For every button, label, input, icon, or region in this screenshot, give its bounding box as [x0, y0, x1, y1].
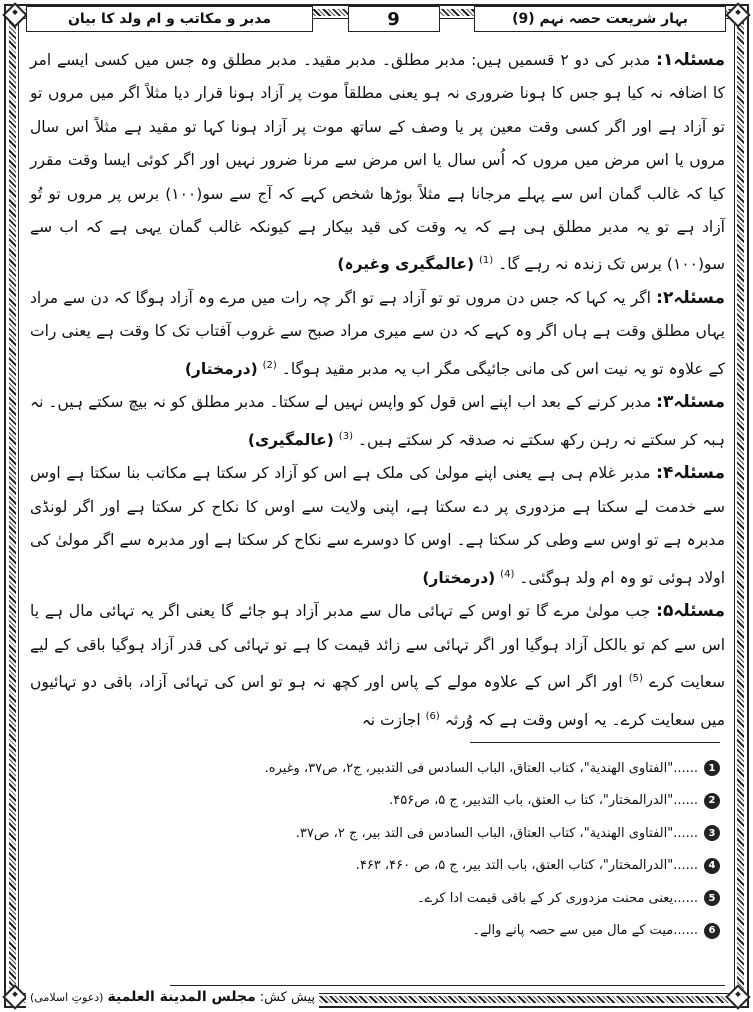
footnote-item — [30, 752, 720, 785]
footnote-marker[interactable]: (2) — [262, 359, 277, 371]
footnote-item — [30, 850, 720, 883]
masala-1 — [30, 44, 725, 282]
masala-label: مسئلہ۳: — [656, 392, 725, 413]
masala-text: مدبر کی دو ۲ قسمیں ہیں: مدبر مطلق۔ مدبر مقید۔ مدبر مطلق وہ جس میں کسی ایسے امر کا اضافہ نہ کیا ہو جس کا ہونا ضروری نہ ہو یعنی مطلقاً موت پر آزاد ہونا قرار دیا مثلاً اگر میں مروں تو تو آزاد ہے اور اگر کسی وقت معین پر یا وصف کے ساتھ موت پر آزاد ہونا کہا تو مقید ہے مثلاً اس سال مروں یا اس مرض میں مروں کہ اُس سال یا اس مرض سے مرنا ضرور نہیں اور اگر کوئی ایسا وقت مقرر کیا کہ غالب گمان اس سے پہلے مرجانا ہے مثلاً بوڑھا شخص کہے کہ آج سے سو(۱۰۰) برس پر مروں تو تُو آزاد ہے تو یہ مدبر مطلق ہی ہے کہ یہ وقت کی قید بیکار ہے کیونکہ غالب گمان یہی ہے کہ اب سے سو(۱۰۰) برس تک زندہ نہ رہے گا۔ — [30, 51, 725, 274]
footnote-item — [30, 817, 720, 850]
footnote-marker[interactable]: (4) — [500, 568, 515, 580]
footnote-number: 4 — [704, 858, 720, 874]
footnote-number: 2 — [704, 793, 720, 809]
footnote-marker[interactable]: (1) — [479, 255, 494, 267]
masala-label: مسئلہ۴: — [656, 463, 725, 484]
footnote-text: ......یعنی محنت مزدوری کر کے باقی قیمت ادا کرے۔ — [416, 890, 698, 906]
footnote-divider — [470, 742, 720, 743]
book-title: بہار شریعت حصہ نہم (9) — [474, 6, 726, 32]
masala-text: مدبر کرنے کے بعد اب اپنے اس قول کو واپس نہیں لے سکتا۔ مدبر مطلق کو نہ بیچ سکتے ہیں۔ نہ ہبہ کر سکتے نہ رہن رکھ سکتے نہ صدقہ کر سکتے ہیں۔ — [30, 393, 725, 449]
masala-label: مسئلہ۱: — [656, 50, 725, 70]
footnote-number: 3 — [704, 825, 720, 841]
masala-4 — [30, 457, 725, 595]
page-header — [26, 5, 726, 33]
masala-text: اگر یہ کہا کہ جس دن مروں تو تو آزاد ہے تو اگر چہ رات میں مرے وہ آزاد ہوگا کہ دن سے مراد یہاں مطلق وقت ہے ہاں اگر وہ کہے کہ دن سے میری مراد صبح سے غروب آفتاب تک کا وقت ہے یعنی رات کے علاوہ تو یہ نیت اس کی مانی جائیگی مگر اب یہ مدبر مقید ہوگا۔ — [30, 289, 725, 378]
masala-text: جب مولیٰ مرے گا تو اوس کے تہائی مال سے مدبر آزاد ہو جائے گا یعنی اگر یہ تہائی مال ہے یا اس سے کم تو بالکل آزاد ہوگیا اور اگر تہائی سے زائد قیمت کا ہے تو تہائی کی قدر آزاد ہوگیا باقی کے لیے سعایت کرے — [30, 602, 726, 692]
publisher-name: مجلس المدينة العلمية — [107, 989, 256, 1005]
main-text — [30, 44, 725, 737]
footnote-item — [30, 785, 720, 818]
masala-text: اجازت نہ — [361, 710, 421, 729]
footer-prefix: پیش کش: — [259, 989, 316, 1005]
footnote-text: ......"الدرالمختار"، كتا ب العتق، باب التدبير، ج ۵، ص۴۵۶. — [389, 793, 698, 809]
page-number: 9 — [348, 6, 440, 32]
footnote-text: ......"الفتاوی الهندية"، كتاب العتاق، الباب السادس فی التدبير، ج۲، ص۳۷، وغيره. — [264, 760, 698, 776]
source-reference: (عالمگیری) — [247, 430, 334, 449]
chapter-title: مدبر و مکاتب و ام ولد کا بیان — [26, 6, 313, 32]
footnote-text: ......"الدرالمختار"، كتاب العتق، باب التد بير، ج ۵، ص ۴۶۰، ۴۶۳. — [355, 858, 698, 874]
footnote-number: 5 — [704, 890, 720, 906]
publisher-note: (دعوتِ اسلامی) — [30, 990, 104, 1004]
source-reference: (عالمگیری وغیرہ) — [337, 255, 475, 274]
footnote-text: ......"الفتاوی الهندية"، كتاب العتاق، الباب السادس فی التد بير، ج ۲، ص۳۷. — [295, 825, 698, 841]
footnote-number: 1 — [704, 760, 720, 776]
footnote-number: 6 — [704, 923, 720, 939]
masala-text: مدبر غلام ہی ہے یعنی اپنے مولیٰ کی ملک ہے اس کو آزاد کر سکتا ہے مکاتب بنا سکتا ہے اوس سے خدمت لے سکتا ہے مزدوری پر دے سکتا ہے، اپنی ولایت سے اوس کا نکاح کر سکتا ہے اور اگر لونڈی مدبرہ ہے تو اوس سے وطی کر سکتا ہے۔ اوس کا دوسرے سے نکاح کر سکتا ہے اور مدبرہ سے اگر مولیٰ کی اولاد ہوئی تو وہ ام ولد ہوگئی۔ — [30, 464, 725, 587]
masala-text: اور اگر اس کے علاوہ مولے کے پاس اور کچھ نہ ہو تو اس کی تہائی آزاد، باقی دو تہائیوں میں سعایت کرے۔ یہ اوس وقت ہے کہ وُرثہ — [30, 673, 725, 729]
masala-5 — [30, 595, 725, 737]
footnote-marker[interactable]: (3) — [338, 430, 353, 442]
page-footer — [26, 986, 319, 1008]
masala-label: مسئلہ۲: — [656, 288, 725, 308]
footnote-marker[interactable]: (5) — [628, 672, 643, 684]
masala-2 — [30, 282, 725, 386]
footnote-text: ......میت کے مال میں سے حصہ پانے والے۔ — [472, 923, 698, 939]
source-reference: (درمختار) — [184, 359, 258, 378]
source-reference: (درمختار) — [422, 568, 496, 587]
masala-3 — [30, 386, 725, 457]
footnote-item — [30, 882, 720, 915]
footnotes — [30, 752, 720, 947]
footnote-item — [30, 915, 720, 948]
masala-label: مسئلہ۵: — [656, 601, 725, 622]
footnote-marker[interactable]: (6) — [425, 710, 440, 722]
